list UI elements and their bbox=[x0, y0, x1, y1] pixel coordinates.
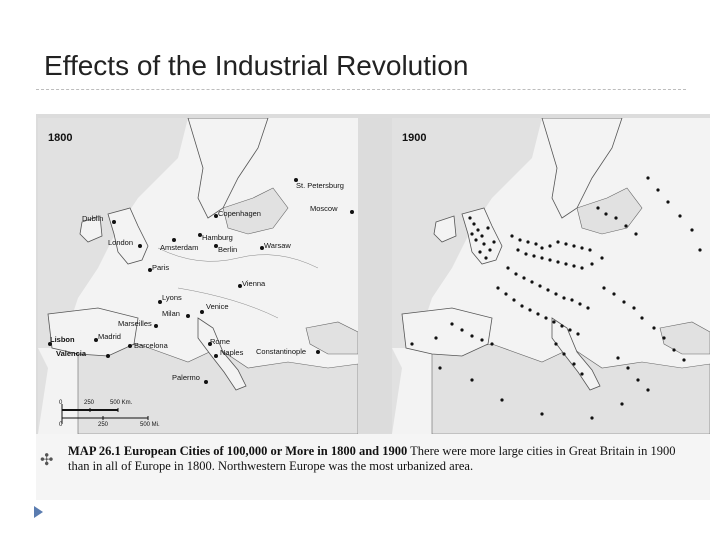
city-dot-1900 bbox=[556, 240, 559, 243]
city-dot bbox=[154, 324, 158, 328]
city-dot-1900 bbox=[524, 252, 527, 255]
city-dot bbox=[172, 238, 176, 242]
slide-title: Effects of the Industrial Revolution bbox=[44, 50, 469, 81]
bullet-arrow-icon bbox=[34, 506, 43, 518]
city-label-berlin: Berlin bbox=[218, 245, 238, 254]
city-dot-1900 bbox=[626, 366, 629, 369]
city-dot bbox=[106, 354, 110, 358]
caption-body: There were more large cities in Great Britain in 1900 than in all of Europe in 1800. Northwestern Europe was the most urbanized area. bbox=[68, 444, 676, 473]
city-dot-1900 bbox=[554, 342, 557, 345]
city-dot-1900 bbox=[666, 200, 669, 203]
map-1900-year: 1900 bbox=[402, 132, 427, 144]
city-dot-1900 bbox=[468, 216, 471, 219]
city-label-lyons: Lyons bbox=[162, 293, 182, 302]
city-dot-1900 bbox=[552, 320, 555, 323]
city-label-vienna: Vienna bbox=[242, 279, 266, 288]
city-dot-1900 bbox=[480, 338, 483, 341]
city-dot bbox=[200, 310, 204, 314]
city-label-madrid: Madrid bbox=[98, 332, 121, 341]
city-label-lisbon: Lisbon bbox=[50, 335, 75, 344]
caption-map-label: MAP 26.1 bbox=[68, 444, 121, 458]
city-label-london: London bbox=[108, 238, 134, 247]
city-dot-1900 bbox=[620, 402, 623, 405]
city-dot-1900 bbox=[516, 248, 519, 251]
city-dot-1900 bbox=[560, 324, 563, 327]
city-dot-1900 bbox=[476, 228, 479, 231]
city-dot-1900 bbox=[548, 244, 551, 247]
city-dot-1900 bbox=[662, 336, 665, 339]
city-dot-1900 bbox=[518, 238, 521, 241]
city-dot-1900 bbox=[490, 342, 493, 345]
map-1800-panel bbox=[38, 118, 358, 434]
city-dot-1900 bbox=[596, 206, 599, 209]
map-1800-landmass bbox=[38, 118, 358, 434]
city-dot-1900 bbox=[522, 276, 525, 279]
city-dot-1900 bbox=[484, 256, 487, 259]
city-dot-1900 bbox=[590, 262, 593, 265]
map-scale-bar bbox=[58, 396, 168, 430]
scale-mi-500: 500 Mi. bbox=[140, 422, 160, 428]
city-dot-1900 bbox=[602, 286, 605, 289]
city-dot-1900 bbox=[496, 286, 499, 289]
city-dot-1900 bbox=[504, 292, 507, 295]
city-dot-1900 bbox=[492, 240, 495, 243]
city-label-marseilles: Marseilles bbox=[118, 319, 152, 328]
city-label-amsterdam: Amsterdam bbox=[160, 243, 199, 252]
city-dot-1900 bbox=[576, 332, 579, 335]
compass-rose-icon: ✣ bbox=[40, 452, 54, 469]
city-label-valencia: Valencia bbox=[56, 349, 87, 358]
city-dot-1900 bbox=[562, 296, 565, 299]
city-dot-1900 bbox=[460, 328, 463, 331]
city-dot-1900 bbox=[682, 358, 685, 361]
city-dot-1900 bbox=[570, 298, 573, 301]
city-dot-1900 bbox=[500, 398, 503, 401]
city-label-barcelona: Barcelona bbox=[134, 341, 168, 350]
city-dot-1900 bbox=[486, 226, 489, 229]
city-dot-1900 bbox=[538, 284, 541, 287]
city-dot-1900 bbox=[604, 212, 607, 215]
city-dot-1900 bbox=[616, 356, 619, 359]
city-dot-1900 bbox=[480, 234, 483, 237]
city-dot-1900 bbox=[556, 260, 559, 263]
map-caption bbox=[36, 434, 710, 500]
map-1800-year: 1800 bbox=[48, 132, 73, 144]
city-label-venice: Venice bbox=[206, 302, 229, 311]
map-1900-landmass bbox=[392, 118, 710, 434]
city-dot bbox=[316, 350, 320, 354]
city-dot-1900 bbox=[470, 334, 473, 337]
city-dot-1900 bbox=[652, 326, 655, 329]
city-dot-1900 bbox=[564, 242, 567, 245]
city-dot-1900 bbox=[548, 258, 551, 261]
city-dot-1900 bbox=[624, 224, 627, 227]
city-dot-1900 bbox=[612, 292, 615, 295]
city-label-warsaw: Warsaw bbox=[264, 241, 291, 250]
city-dot bbox=[112, 220, 116, 224]
city-dot-1900 bbox=[474, 238, 477, 241]
city-dot-1900 bbox=[532, 254, 535, 257]
title-divider bbox=[36, 89, 686, 90]
city-dot-1900 bbox=[546, 288, 549, 291]
city-label-milan: Milan bbox=[162, 309, 180, 318]
map-figure bbox=[36, 114, 710, 500]
city-dot-1900 bbox=[572, 244, 575, 247]
city-dot-1900 bbox=[540, 412, 543, 415]
city-dot-1900 bbox=[646, 388, 649, 391]
city-dot-1900 bbox=[526, 240, 529, 243]
caption-text bbox=[68, 444, 698, 474]
city-dot-1900 bbox=[622, 300, 625, 303]
city-dot-1900 bbox=[572, 362, 575, 365]
city-label-st-petersburg: St. Petersburg bbox=[296, 181, 344, 190]
city-dot-1900 bbox=[514, 272, 517, 275]
city-dot-1900 bbox=[656, 188, 659, 191]
city-dot-1900 bbox=[478, 250, 481, 253]
city-dot-1900 bbox=[578, 302, 581, 305]
city-dot-1900 bbox=[450, 322, 453, 325]
city-dot-1900 bbox=[530, 280, 533, 283]
city-dot-1900 bbox=[438, 366, 441, 369]
city-dot bbox=[128, 344, 132, 348]
city-dot-1900 bbox=[534, 242, 537, 245]
city-label-hamburg: Hamburg bbox=[202, 233, 233, 242]
city-dot bbox=[204, 380, 208, 384]
city-dot-1900 bbox=[410, 342, 413, 345]
city-dot-1900 bbox=[536, 312, 539, 315]
city-label-dublin: Dublin bbox=[82, 214, 104, 223]
city-dot-1900 bbox=[572, 264, 575, 267]
scale-mi-0: 0 bbox=[59, 422, 63, 428]
city-dot-1900 bbox=[470, 378, 473, 381]
city-dot-1900 bbox=[540, 246, 543, 249]
city-dot bbox=[138, 244, 142, 248]
city-label-naples: Naples bbox=[220, 348, 244, 357]
city-dot-1900 bbox=[540, 256, 543, 259]
city-label-paris: Paris bbox=[152, 263, 170, 272]
city-dot-1900 bbox=[472, 222, 475, 225]
city-dot-1900 bbox=[580, 372, 583, 375]
city-dot-1900 bbox=[634, 232, 637, 235]
city-label-moscow: Moscow bbox=[310, 204, 338, 213]
city-dot-1900 bbox=[640, 316, 643, 319]
city-dot-1900 bbox=[568, 328, 571, 331]
city-dot-1900 bbox=[544, 316, 547, 319]
city-label-palermo: Palermo bbox=[172, 373, 200, 382]
city-dot-1900 bbox=[482, 242, 485, 245]
city-dot-1900 bbox=[678, 214, 681, 217]
city-dot bbox=[214, 354, 218, 358]
city-label-constantinople: Constantinople bbox=[256, 347, 307, 356]
city-dot-1900 bbox=[488, 248, 491, 251]
city-dot-1900 bbox=[434, 336, 437, 339]
scale-km-0: 0 bbox=[59, 400, 63, 406]
scale-km-250: 250 bbox=[84, 400, 95, 406]
city-dot-1900 bbox=[554, 292, 557, 295]
scale-km-500: 500 Km. bbox=[110, 400, 133, 406]
city-dot-1900 bbox=[562, 352, 565, 355]
city-dot-1900 bbox=[520, 304, 523, 307]
city-dot-1900 bbox=[528, 308, 531, 311]
city-dot bbox=[186, 314, 190, 318]
map-1900-panel bbox=[392, 118, 710, 434]
city-dot-1900 bbox=[614, 216, 617, 219]
city-dot-1900 bbox=[646, 176, 649, 179]
city-dot-1900 bbox=[672, 348, 675, 351]
city-dot-1900 bbox=[580, 246, 583, 249]
city-dot-1900 bbox=[510, 234, 513, 237]
city-dot bbox=[350, 210, 354, 214]
city-dot-1900 bbox=[590, 416, 593, 419]
city-dot-1900 bbox=[470, 232, 473, 235]
city-dot-1900 bbox=[636, 378, 639, 381]
caption-heading: European Cities of 100,000 or More in 1800 and 1900 bbox=[123, 444, 408, 458]
city-dot-1900 bbox=[632, 306, 635, 309]
city-label-copenhagen: Copenhagen bbox=[218, 209, 261, 218]
city-dot-1900 bbox=[580, 266, 583, 269]
city-dot-1900 bbox=[698, 248, 701, 251]
city-dot-1900 bbox=[600, 256, 603, 259]
city-dot-1900 bbox=[690, 228, 693, 231]
city-dot-1900 bbox=[588, 248, 591, 251]
city-dot-1900 bbox=[506, 266, 509, 269]
scale-mi-250: 250 bbox=[98, 422, 109, 428]
city-dot-1900 bbox=[586, 306, 589, 309]
city-dot-1900 bbox=[564, 262, 567, 265]
city-dot-1900 bbox=[512, 298, 515, 301]
city-label-rome: Rome bbox=[210, 337, 231, 346]
